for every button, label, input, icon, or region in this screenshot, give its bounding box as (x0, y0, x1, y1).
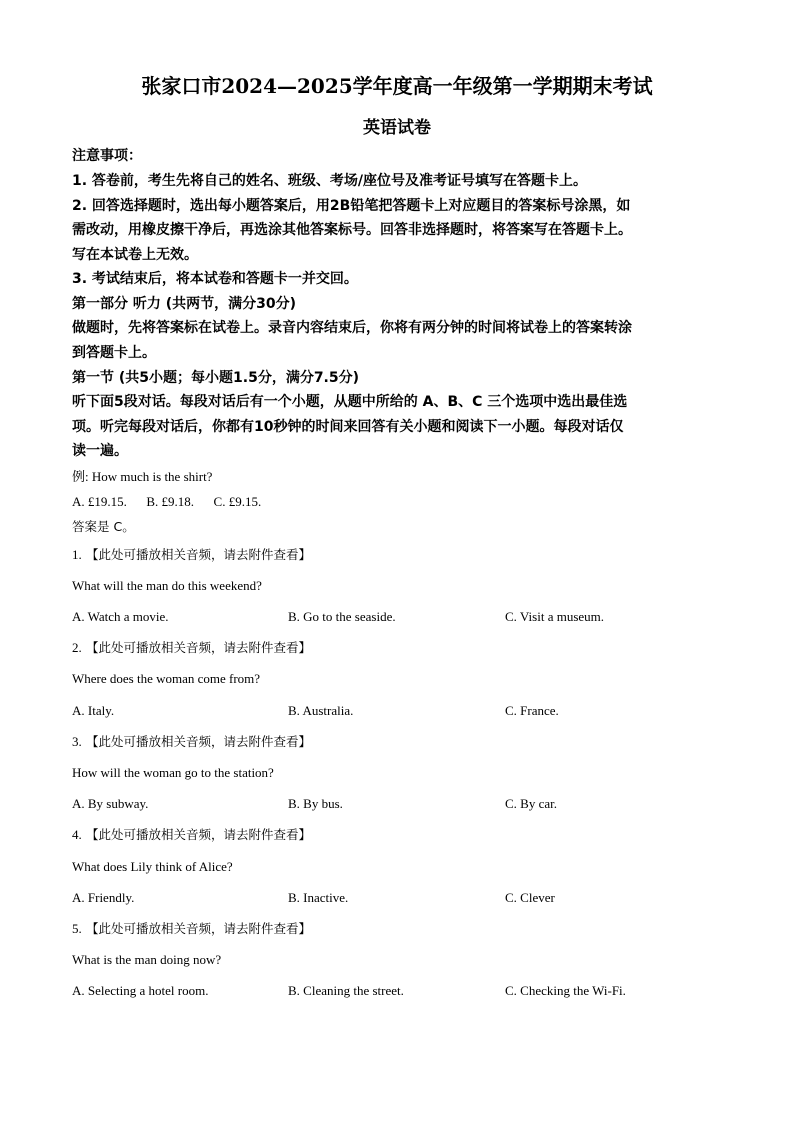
option-a: A. Friendly. (72, 890, 135, 905)
note-item-3: 3. 考试结束后，将本试卷和答题卡一并交回。 (72, 271, 358, 287)
example-answer: 答案是 C。 (72, 519, 135, 534)
option-c: C. By car. (505, 796, 557, 811)
question-number: 4. (72, 827, 82, 842)
example-options: A. £19.15. B. £9.18. C. £9.15. (72, 494, 262, 509)
question-number: 5. (72, 921, 82, 936)
note-item-2-line-3: 写在本试卷上无效。 (72, 247, 198, 263)
audio-note: 【此处可播放相关音频，请去附件查看】 (86, 827, 312, 842)
note-item-1: 1. 答卷前，考生先将自己的姓名、班级、考场/座位号及准考证号填写在答题卡上。 (72, 173, 588, 189)
option-b: B. By bus. (288, 796, 343, 811)
audio-note: 【此处可播放相关音频，请去附件查看】 (86, 921, 312, 936)
option-c: C. Visit a museum. (505, 609, 605, 624)
section1-instruction-line-1: 听下面5段对话。每段对话后有一个小题，从题中所给的 A、B、C 三个选项中选出最佳选 (72, 394, 628, 410)
option-c: C. Clever (505, 890, 555, 905)
question-text: What will the man do this weekend? (72, 578, 262, 593)
option-b: B. Cleaning the street. (288, 983, 404, 998)
section1-instruction-line-2: 项。听完每段对话后，你都有10秒钟的时间来回答有关小题和阅读下一小题。每段对话仅 (72, 419, 624, 435)
example-question: 例: How much is the shirt? (72, 469, 213, 484)
question-number: 1. (72, 547, 82, 562)
option-a: A. Selecting a hotel room. (72, 983, 209, 998)
notes-heading: 注意事项： (72, 148, 142, 164)
part1-instruction-line-1: 做题时，先将答案标在试卷上。录音内容结束后，你将有两分钟的时间将试卷上的答案转涂 (72, 320, 632, 336)
part1-heading: 第一部分 听力 (共两节，满分30分) (72, 296, 297, 312)
question-text: How will the woman go to the station? (72, 765, 274, 780)
option-c: C. France. (505, 703, 559, 718)
question-number: 3. (72, 734, 82, 749)
option-c: C. Checking the Wi-Fi. (505, 983, 626, 998)
section1-heading: 第一节 (共5小题；每小题1.5分，满分7.5分) (72, 370, 360, 386)
audio-note: 【此处可播放相关音频，请去附件查看】 (86, 734, 312, 749)
option-b: B. Go to the seaside. (288, 609, 396, 624)
note-item-2-line-1: 2. 回答选择题时，选出每小题答案后，用2B铅笔把答题卡上对应题目的答案标号涂黑，如 (72, 198, 631, 214)
option-a: A. Watch a movie. (72, 609, 169, 624)
audio-note: 【此处可播放相关音频，请去附件查看】 (86, 640, 312, 655)
exam-title: 张家口市2024—2025学年度高一年级第一学期期末考试 (141, 74, 653, 98)
question-text: Where does the woman come from? (72, 671, 261, 686)
part1-instruction-line-2: 到答题卡上。 (72, 345, 156, 361)
audio-note: 【此处可播放相关音频，请去附件查看】 (86, 547, 312, 562)
note-item-2-line-2: 需改动，用橡皮擦干净后，再选涂其他答案标号。回答非选择题时，将答案写在答题卡上。 (72, 222, 632, 238)
section1-instruction-line-3: 读一遍。 (72, 443, 128, 459)
option-b: B. Australia. (288, 703, 354, 718)
option-a: A. By subway. (72, 796, 149, 811)
option-a: A. Italy. (72, 703, 115, 718)
question-text: What is the man doing now? (72, 952, 222, 967)
question-text: What does Lily think of Alice? (72, 859, 233, 874)
option-b: B. Inactive. (288, 890, 349, 905)
question-number: 2. (72, 640, 82, 655)
exam-subtitle: 英语试卷 (363, 118, 431, 138)
